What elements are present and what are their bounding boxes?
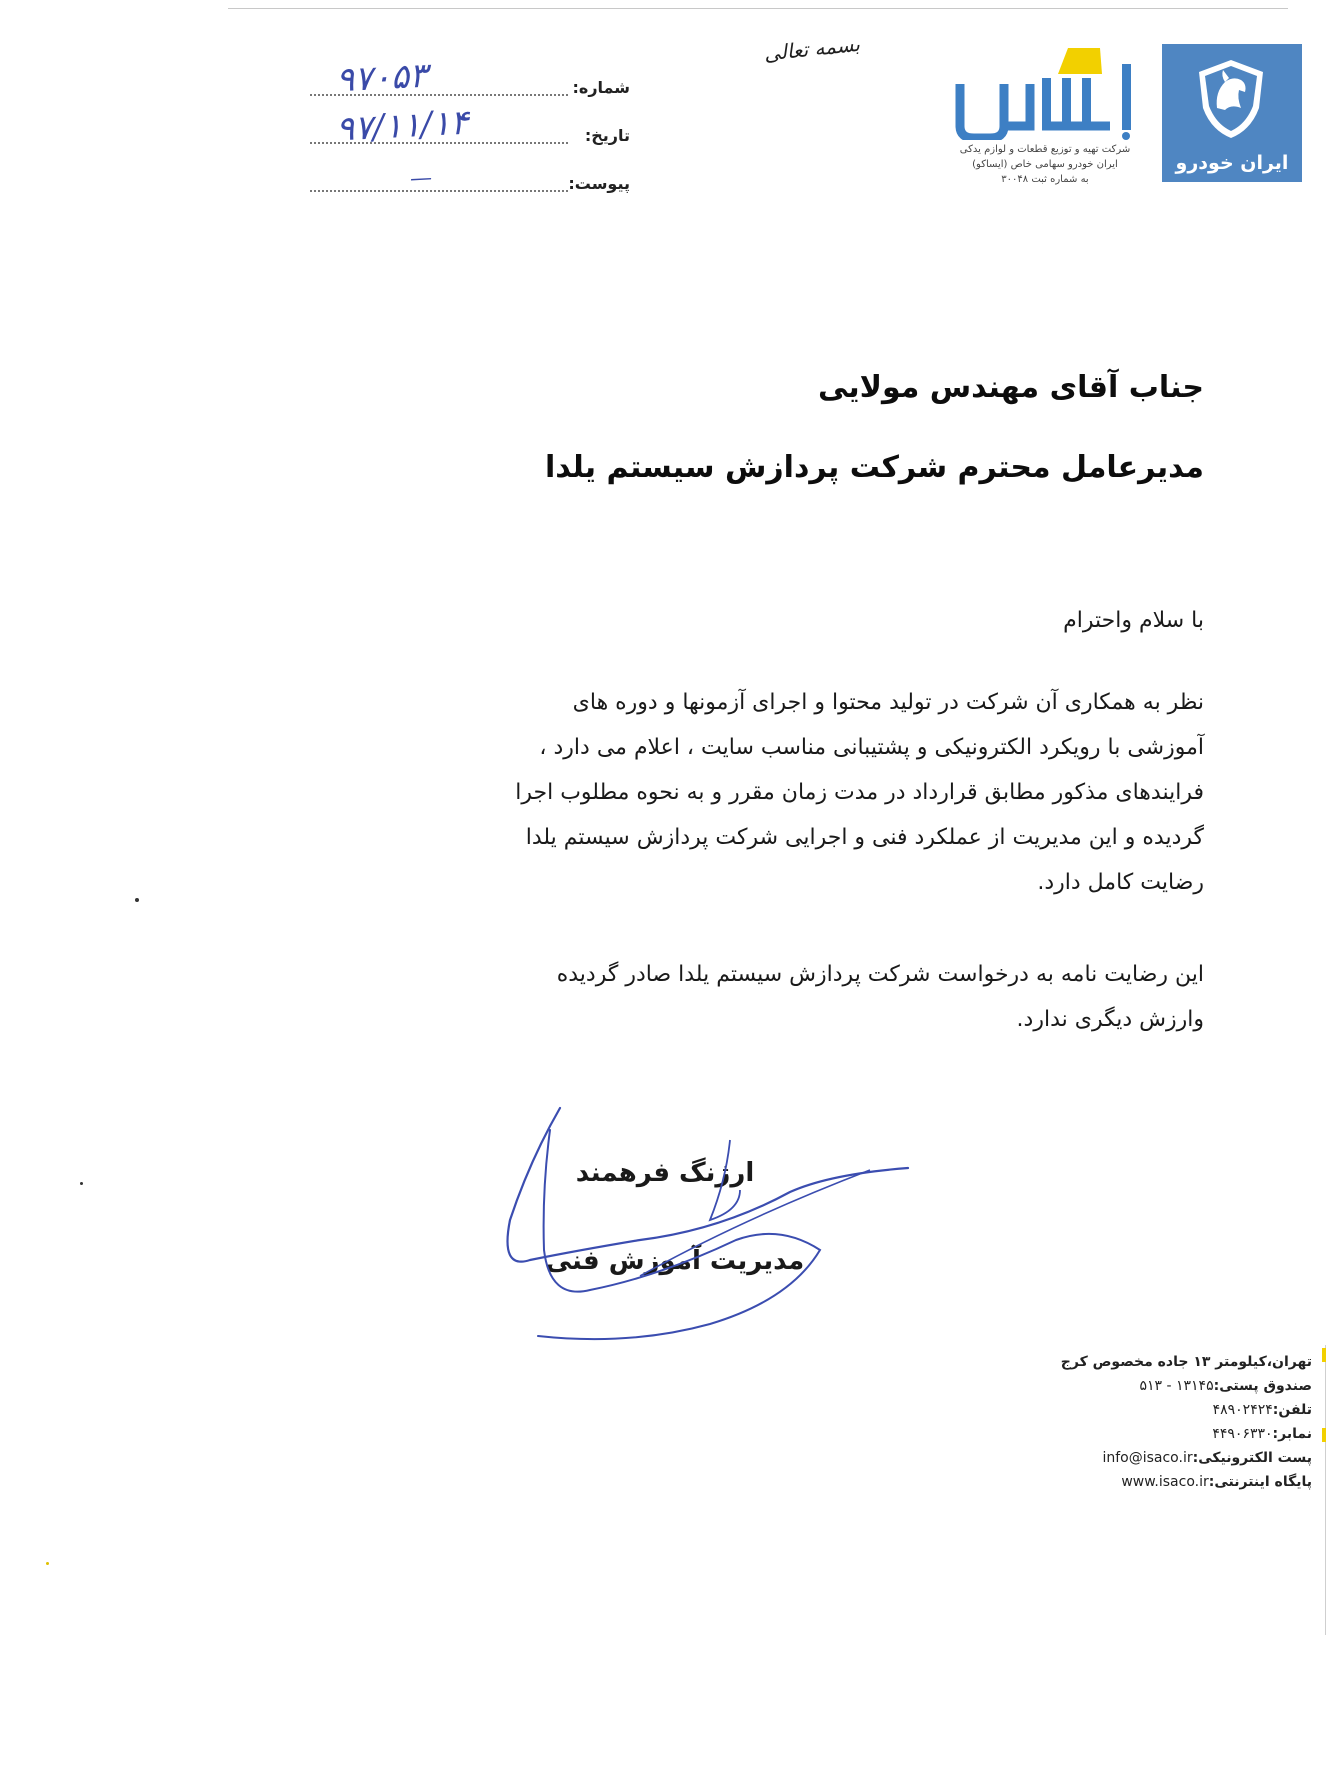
greeting: با سلام واحترام — [1063, 608, 1204, 633]
fax-label: نمابر: — [1272, 1426, 1312, 1442]
footer-email — [1020, 1446, 1312, 1470]
scan-speck — [80, 1182, 83, 1185]
web-label: پایگاه اینترنتی: — [1208, 1474, 1312, 1490]
bismillah: بسمه تعالی — [762, 31, 861, 66]
paragraph-line: فرایندهای مذکور مطابق قرارداد در مدت زمان مقرر و به نحوه مطلوب اجرا — [515, 780, 1204, 805]
scan-speck — [46, 1562, 49, 1565]
email-link[interactable]: info@isaco.ir — [1102, 1450, 1193, 1466]
date-handwritten: ۹۷/۱۱/۱۴ — [335, 102, 470, 150]
number-handwritten: ۹۷۰۵۳ — [335, 55, 429, 101]
attachment-field — [300, 165, 630, 202]
fax-value: ۴۴۹۰۶۳۳۰ — [1212, 1426, 1273, 1442]
signatory-title: مدیریت آموزش فنی — [545, 1246, 805, 1276]
iran-khodro-logo — [1162, 44, 1302, 182]
horse-shield-icon — [1195, 58, 1267, 140]
body-paragraph-1 — [434, 680, 1204, 905]
date-label: تاریخ: — [584, 126, 630, 145]
yellow-marker — [1322, 1428, 1326, 1442]
phone-label: تلفن: — [1272, 1402, 1312, 1418]
company-desc-line: به شماره ثبت ۳۰۰۴۸ — [1001, 174, 1089, 185]
footer-phone — [1020, 1398, 1312, 1422]
paragraph-line: این رضایت نامه به درخواست شرکت پردازش سیستم یلدا صادر گردیده — [556, 962, 1204, 987]
signatory-name: ارژنگ فرهمند — [575, 1158, 755, 1188]
footer-fax — [1020, 1422, 1312, 1446]
footer-web — [1020, 1470, 1312, 1494]
company-desc-line: شرکت تهیه و توزیع قطعات و لوازم یدکی — [959, 144, 1131, 155]
company-description — [940, 142, 1150, 187]
yellow-marker — [1322, 1348, 1326, 1362]
khodro-logo-text: ایران خودرو — [1175, 152, 1289, 174]
footer-address: تهران،کیلومتر ۱۳ جاده مخصوص کرج — [1060, 1354, 1312, 1370]
right-margin-rule — [1325, 1345, 1326, 1635]
body-paragraph-2 — [434, 952, 1204, 1042]
paragraph-line: رضایت کامل دارد. — [1037, 870, 1204, 895]
website-link[interactable]: www.isaco.ir — [1121, 1474, 1209, 1490]
paragraph-line: گردیده و این مدیریت از عملکرد فنی و اجرایی شرکت پردازش سیستم یلدا — [525, 825, 1204, 850]
paragraph-line: وارزش دیگری ندارد. — [1016, 1007, 1204, 1032]
company-desc-line: ایران خودرو سهامی خاص (ایساکو) — [972, 159, 1118, 170]
footer-contact — [1020, 1350, 1312, 1494]
top-rule — [228, 8, 1288, 9]
isaco-logo — [950, 44, 1150, 140]
paragraph-line: نظر به همکاری آن شرکت در تولید محتوا و اجرای آزمونها و دوره های — [572, 690, 1204, 715]
date-field — [300, 102, 630, 154]
pobox-value: ۱۳۱۴۵ - ۵۱۳ — [1139, 1378, 1214, 1394]
attachment-handwritten: — — [409, 165, 435, 192]
footer-pobox — [1020, 1374, 1312, 1398]
paragraph-line: آموزشی با رویکرد الکترونیکی و پشتیبانی مناسب سایت ، اعلام می دارد ، — [539, 735, 1204, 760]
phone-value: ۴۸۹۰۲۴۲۴ — [1212, 1402, 1273, 1418]
pobox-label: صندوق پستی: — [1213, 1378, 1312, 1394]
number-label: شماره: — [572, 78, 630, 97]
number-field — [300, 55, 630, 106]
addressee-line-1: جناب آقای مهندس مولایی — [818, 370, 1204, 405]
scan-speck — [135, 898, 139, 902]
attachment-label: پیوست: — [568, 174, 630, 193]
addressee-line-2: مدیرعامل محترم شرکت پردازش سیستم یلدا — [544, 450, 1204, 485]
handwritten-signature — [490, 1100, 910, 1350]
dotted-line — [310, 190, 568, 192]
email-label: پست الکترونیکی: — [1192, 1450, 1312, 1466]
